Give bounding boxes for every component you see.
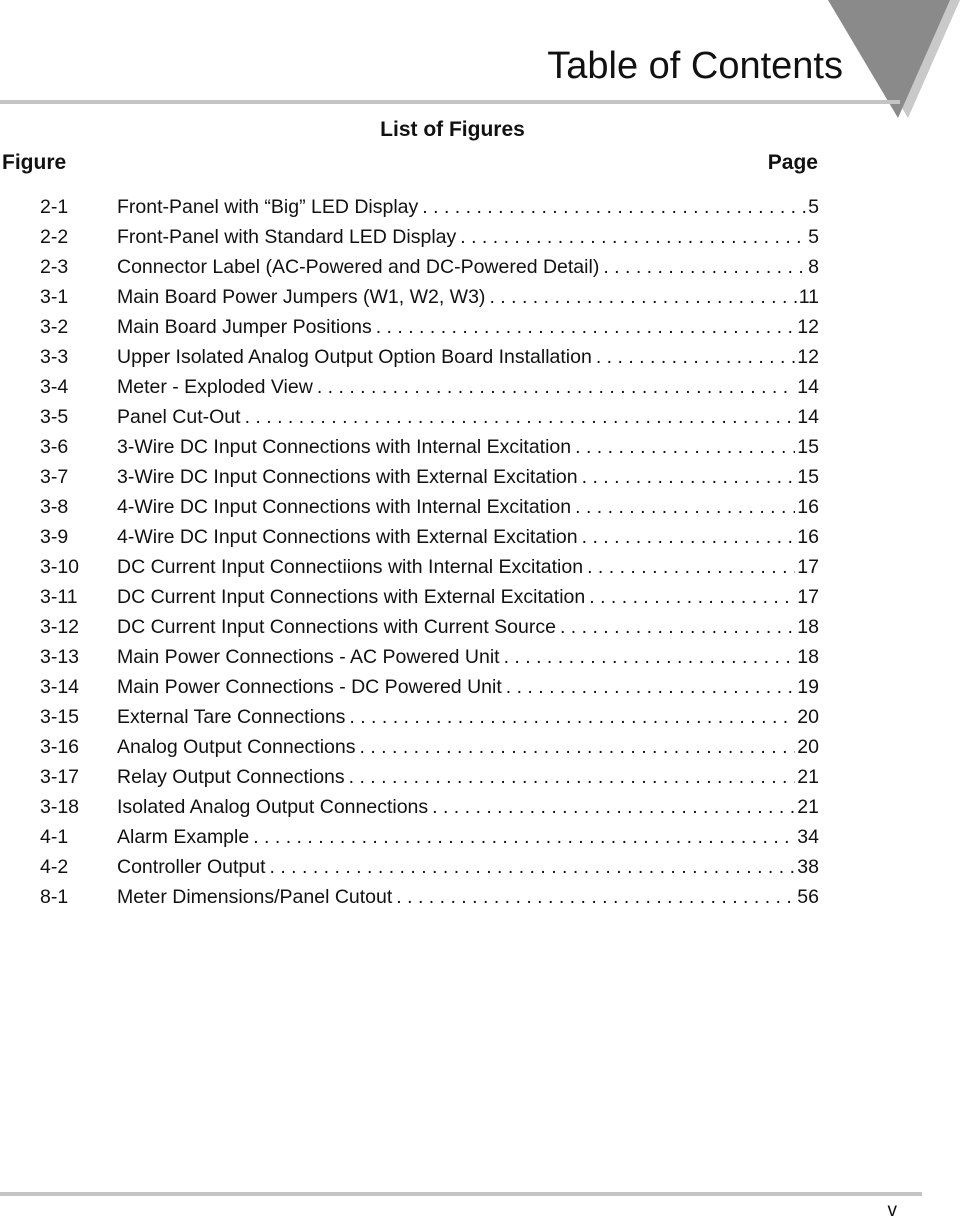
figure-entry-row: [117, 432, 819, 462]
figure-number: 3-10: [40, 556, 80, 578]
dot-leader: [500, 642, 796, 672]
figure-entry[interactable]: [0, 342, 960, 372]
figure-title: Connector Label (AC-Powered and DC-Powered Detail): [117, 256, 600, 278]
figure-number: 3-14: [40, 676, 80, 698]
page-title: Table of Contents: [547, 45, 843, 87]
figure-entry-row: [117, 252, 819, 282]
dot-leader: [372, 312, 796, 342]
dot-leader: [356, 732, 796, 762]
figure-number: 3-18: [40, 796, 80, 818]
figure-number: 3-13: [40, 646, 80, 668]
figure-page-number: 38: [797, 856, 819, 878]
figure-entry-row: [117, 552, 819, 582]
figure-entry[interactable]: [0, 552, 960, 582]
dot-leader: [599, 252, 806, 282]
figure-page-number: 14: [797, 406, 819, 428]
figure-entry-row: [117, 882, 819, 912]
dot-leader: [571, 432, 795, 462]
dot-leader: [418, 192, 806, 222]
figure-entry-row: [117, 852, 819, 882]
figure-title: Main Power Connections - DC Powered Unit: [117, 676, 502, 698]
figure-entry-row: [117, 792, 819, 822]
list-of-figures-heading: List of Figures: [380, 118, 525, 141]
figure-entry[interactable]: [0, 822, 960, 852]
figure-number: 2-1: [40, 196, 69, 218]
figure-entry[interactable]: [0, 372, 960, 402]
dot-leader: [345, 702, 795, 732]
dot-leader: [313, 372, 795, 402]
figure-entry[interactable]: [0, 432, 960, 462]
figure-entry[interactable]: [0, 282, 960, 312]
figure-page-number: 12: [797, 316, 819, 338]
figure-page-number: 21: [797, 766, 819, 788]
figure-entry-row: [117, 312, 819, 342]
figure-page-number: 16: [797, 526, 819, 548]
corner-triangle-decoration: [828, 0, 960, 125]
figure-title: Main Board Jumper Positions: [117, 316, 372, 338]
figure-page-number: 15: [797, 436, 819, 458]
dot-leader: [428, 792, 795, 822]
figure-page-number: 17: [797, 556, 819, 578]
figure-page-number: 21: [797, 796, 819, 818]
figure-entry[interactable]: [0, 582, 960, 612]
figure-entry-row: [117, 372, 819, 402]
figure-page-number: 5: [808, 196, 819, 218]
figure-entry-row: [117, 822, 819, 852]
figure-page-number: 18: [797, 646, 819, 668]
figure-entry-row: [117, 612, 819, 642]
figure-entry[interactable]: [0, 192, 960, 222]
figure-number: 3-4: [40, 376, 69, 398]
figure-title: DC Current Input Connections with External Excitation: [117, 586, 586, 608]
figure-entry[interactable]: [0, 612, 960, 642]
figure-entry-row: [117, 342, 819, 372]
figure-entry[interactable]: [0, 672, 960, 702]
figure-entry[interactable]: [0, 882, 960, 912]
figure-entry-row: [117, 762, 819, 792]
figure-list: [0, 192, 960, 912]
dot-leader: [578, 522, 796, 552]
figure-entry-row: [117, 732, 819, 762]
figure-number: 3-7: [40, 466, 69, 488]
figure-entry-row: [117, 642, 819, 672]
figure-page-number: 14: [797, 376, 819, 398]
figure-entry[interactable]: [0, 252, 960, 282]
figure-title: Upper Isolated Analog Output Option Board Installation: [117, 346, 592, 368]
dot-leader: [249, 822, 795, 852]
figure-page-number: 18: [797, 616, 819, 638]
dot-leader: [266, 852, 796, 882]
figure-title: Main Power Connections - AC Powered Unit: [117, 646, 500, 668]
header-rule: [0, 100, 900, 104]
dot-leader: [241, 402, 796, 432]
figure-title: Meter - Exploded View: [117, 376, 313, 398]
figure-number: 2-3: [40, 256, 69, 278]
figure-page-number: 20: [797, 706, 819, 728]
dot-leader: [578, 462, 796, 492]
figure-title: 3-Wire DC Input Connections with Internal Excitation: [117, 436, 572, 458]
page-column-heading: Page: [767, 151, 818, 174]
figure-page-number: 8: [808, 256, 819, 278]
figure-title: DC Current Input Connectiions with Internal Excitation: [117, 556, 584, 578]
figure-page-number: 16: [797, 496, 819, 518]
figure-entry-row: [117, 282, 819, 312]
figure-number: 3-3: [40, 346, 69, 368]
figure-page-number: 56: [797, 886, 819, 908]
figure-entry-row: [117, 672, 819, 702]
figure-entry[interactable]: [0, 642, 960, 672]
figure-number: 3-2: [40, 316, 69, 338]
page-number: v: [887, 1200, 897, 1221]
figure-entry[interactable]: [0, 492, 960, 522]
figure-entry-row: [117, 582, 819, 612]
figure-title: Panel Cut-Out: [117, 406, 241, 428]
figure-entry[interactable]: [0, 222, 960, 252]
figure-number: 3-1: [40, 286, 69, 308]
figure-entry[interactable]: [0, 762, 960, 792]
figure-number: 2-2: [40, 226, 69, 248]
figure-entry[interactable]: [0, 702, 960, 732]
dot-leader: [585, 582, 795, 612]
figure-page-number: 34: [797, 826, 819, 848]
figure-entry-row: [117, 492, 819, 522]
figure-number: 3-9: [40, 526, 69, 548]
figure-page-number: 20: [797, 736, 819, 758]
figure-page-number: 11: [798, 286, 819, 308]
figure-entry-row: [117, 522, 819, 552]
figure-entry-row: [117, 192, 819, 222]
figure-entry[interactable]: [0, 522, 960, 552]
dot-leader: [571, 492, 795, 522]
figure-title: External Tare Connections: [117, 706, 346, 728]
dot-leader: [456, 222, 806, 252]
figure-number: 3-5: [40, 406, 69, 428]
figure-title: Front-Panel with “Big” LED Display: [117, 196, 419, 218]
dot-leader: [592, 342, 795, 372]
figure-number: 3-8: [40, 496, 69, 518]
figure-title: Relay Output Connections: [117, 766, 345, 788]
figure-entry[interactable]: [0, 852, 960, 882]
figure-entry[interactable]: [0, 462, 960, 492]
figure-title: DC Current Input Connections with Current Source: [117, 616, 556, 638]
figure-entry-row: [117, 702, 819, 732]
figure-number: 8-1: [40, 886, 69, 908]
dot-leader: [583, 552, 795, 582]
dot-leader: [345, 762, 796, 792]
figure-title: 4-Wire DC Input Connections with Internal Excitation: [117, 496, 572, 518]
figure-title: Front-Panel with Standard LED Display: [117, 226, 457, 248]
footer-rule: [0, 1192, 922, 1196]
dot-leader: [556, 612, 795, 642]
figure-number: 4-1: [40, 826, 69, 848]
figure-entry-row: [117, 402, 819, 432]
figure-number: 4-2: [40, 856, 69, 878]
figure-entry[interactable]: [0, 312, 960, 342]
figure-page-number: 19: [797, 676, 819, 698]
figure-entry[interactable]: [0, 732, 960, 762]
figure-title: Alarm Example: [117, 826, 250, 848]
figure-entry[interactable]: [0, 402, 960, 432]
dot-leader: [392, 882, 795, 912]
figure-title: 3-Wire DC Input Connections with External Excitation: [117, 466, 578, 488]
figure-entry-row: [117, 222, 819, 252]
figure-number: 3-15: [40, 706, 80, 728]
figure-page-number: 12: [797, 346, 819, 368]
figure-page-number: 15: [797, 466, 819, 488]
figure-page-number: 17: [797, 586, 819, 608]
figure-number: 3-6: [40, 436, 69, 458]
figure-column-heading: Figure: [2, 151, 67, 174]
figure-title: Meter Dimensions/Panel Cutout: [117, 886, 393, 908]
figure-title: Analog Output Connections: [117, 736, 356, 758]
figure-page-number: 5: [808, 226, 819, 248]
figure-title: 4-Wire DC Input Connections with External Excitation: [117, 526, 578, 548]
figure-number: 3-11: [40, 586, 78, 608]
figure-title: Isolated Analog Output Connections: [117, 796, 429, 818]
figure-title: Main Board Power Jumpers (W1, W2, W3): [117, 286, 486, 308]
figure-entry-row: [117, 462, 819, 492]
figure-number: 3-17: [40, 766, 80, 788]
figure-number: 3-16: [40, 736, 80, 758]
dot-leader: [485, 282, 796, 312]
dot-leader: [502, 672, 796, 702]
figure-number: 3-12: [40, 616, 80, 638]
figure-entry[interactable]: [0, 792, 960, 822]
figure-title: Controller Output: [117, 856, 266, 878]
